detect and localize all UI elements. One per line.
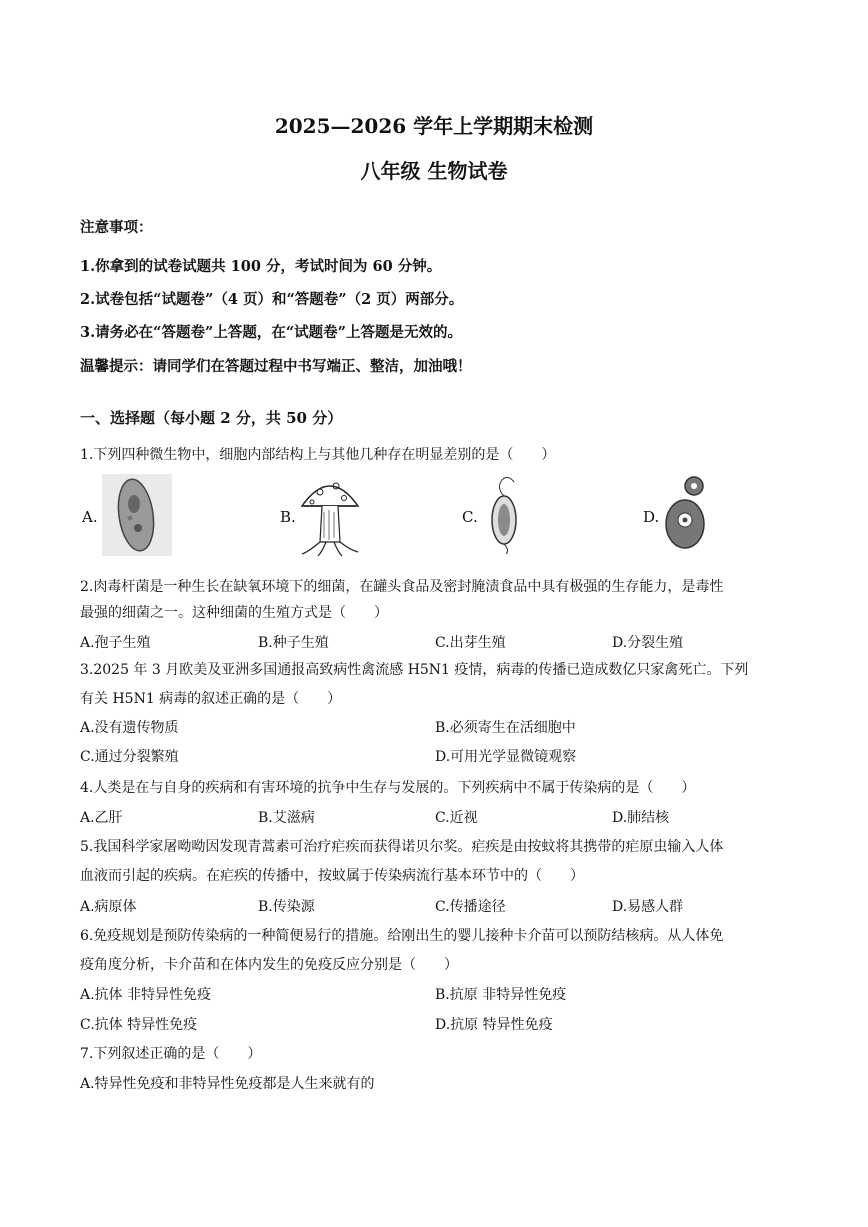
question-7-option-a: A.特异性免疫和非特异性免疫都是人生来就有的 <box>80 1076 375 1092</box>
question-6-text: 6.免疫规划是预防传染病的一种简便易行的措施。给刚出生的婴儿接种卡介苗可以预防结核病。从人体免 <box>80 928 724 944</box>
question-7-text: 7.下列叙述正确的是（ ） <box>80 1046 262 1062</box>
exam-subtitle: 八年级 生物试卷 <box>360 159 508 183</box>
question-6-option-b: B.抗原 非特异性免疫 <box>435 987 567 1003</box>
question-2-option-c: C.出芽生殖 <box>435 635 506 651</box>
question-2-text: 最强的细菌之一。这种细菌的生殖方式是（ ） <box>80 605 388 621</box>
yeast-icon <box>664 474 710 554</box>
notes-heading: 注意事项： <box>80 219 153 236</box>
section-heading: 一、选择题（每小题 2 分，共 50 分） <box>80 409 343 427</box>
question-6-option-c: C.抗体 特异性免疫 <box>80 1017 198 1033</box>
paramecium-icon <box>102 474 172 556</box>
question-5-option-c: C.传播途径 <box>435 899 506 915</box>
question-4-text: 4.人类是在与自身的疾病和有害环境的抗争中生存与发展的。下列疾病中不属于传染病的是（ ） <box>80 780 696 796</box>
question-3-option-d: D.可用光学显微镜观察 <box>435 749 577 765</box>
question-6-option-d: D.抗原 特异性免疫 <box>435 1017 553 1033</box>
question-4-option-b: B.艾滋病 <box>258 810 315 826</box>
question-3-option-c: C.通过分裂繁殖 <box>80 749 179 765</box>
question-4-option-a: A.乙肝 <box>80 810 123 826</box>
note-item: 2.试卷包括“试题卷”（4 页）和“答题卷”（2 页）两部分。 <box>80 291 464 308</box>
question-6-option-a: A.抗体 非特异性免疫 <box>80 987 212 1003</box>
question-2-option-d: D.分裂生殖 <box>612 635 684 651</box>
question-5-text: 血液而引起的疾病。在疟疾的传播中，按蚊属于传染病流行基本环节中的（ ） <box>80 868 584 884</box>
question-3-option-a: A.没有遗传物质 <box>80 720 179 736</box>
question-1-text: 1.下列四种微生物中，细胞内部结构上与其他几种存在明显差别的是（ ） <box>80 447 556 463</box>
question-2-option-a: A.孢子生殖 <box>80 635 151 651</box>
question-2-option-b: B.种子生殖 <box>258 635 329 651</box>
option-b-label: B. <box>280 508 296 526</box>
note-item: 1.你拿到的试卷试题共 100 分，考试时间为 60 分钟。 <box>80 258 442 275</box>
option-a-label: A. <box>82 508 98 526</box>
option-c-label: C. <box>462 508 478 526</box>
question-5-option-d: D.易感人群 <box>612 899 684 915</box>
question-5-text: 5.我国科学家屠呦呦因发现青蒿素可治疗疟疾而获得诺贝尔奖。疟疾是由按蚊将其携带的疟原虫输入人体 <box>80 839 724 855</box>
exam-title: 2025—2026 学年上学期期末检测 <box>274 114 594 138</box>
question-6-text: 疫角度分析，卡介苗和在体内发生的免疫反应分别是（ ） <box>80 957 458 973</box>
question-1-images <box>78 470 790 558</box>
question-3-text: 有关 H5N1 病毒的叙述正确的是（ ） <box>80 691 342 707</box>
question-4-option-c: C.近视 <box>435 810 478 826</box>
note-item: 3.请务必在“答题卷”上答题，在“试题卷”上答题是无效的。 <box>80 324 462 341</box>
note-tip: 温馨提示：请同学们在答题过程中书写端正、整洁，加油哦！ <box>80 358 472 375</box>
question-5-option-a: A.病原体 <box>80 899 137 915</box>
mushroom-icon <box>298 472 362 558</box>
question-4-option-d: D.肺结核 <box>612 810 670 826</box>
question-2-text: 2.肉毒杆菌是一种生长在缺氧环境下的细菌，在罐头食品及密封腌渍食品中具有极强的生存能力，是毒性 <box>80 579 724 595</box>
option-d-label: D. <box>643 508 660 526</box>
question-5-option-b: B.传染源 <box>258 899 315 915</box>
question-3-text: 3.2025 年 3 月欧美及亚洲多国通报高致病性禽流感 H5N1 疫情，病毒的传播已造成数亿只家禽死亡。下列 <box>80 662 749 678</box>
bacterium-icon <box>480 476 528 554</box>
question-3-option-b: B.必须寄生在活细胞中 <box>435 720 576 736</box>
